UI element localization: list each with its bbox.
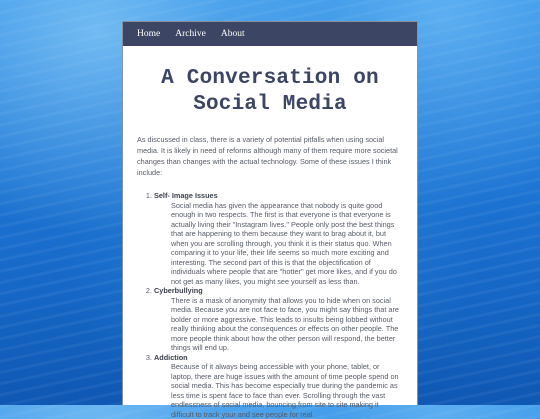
article-content xyxy=(123,66,417,419)
nav-link-archive[interactable]: Archive xyxy=(175,29,206,39)
issue-title: 2. Cyberbullying xyxy=(154,286,403,296)
list-item xyxy=(154,191,403,286)
nav-link-home[interactable]: Home xyxy=(137,29,160,39)
page-title xyxy=(137,66,403,118)
issue-title: 1. Self- Image Issues xyxy=(154,191,403,201)
page-title-line-1: A Conversation on xyxy=(161,67,379,90)
issue-body: There is a mask of anonymity that allows you to hide when on social media. Because you are not face to face, you might say things that are bolder or more aggressive. This leads to insults being lobbed without really thinking about the consequences or effects on other people. The more people think about how the other person will respond, the better things will end up. xyxy=(154,296,403,353)
intro-paragraph: As discussed in class, there is a variety of potential pitfalls when using social media. It is likely in need of reforms although many of them require more societal changes than changes with the actual technology. Some of these issues I think include: xyxy=(137,134,403,178)
issue-body: Because of it always being accessible with your phone, tablet, or laptop, there are huge issues with the amount of time people spend on social media. This has become especially true during the pandemic as less time is spent face to face than ever. Scrolling through the vast endlessness of social media, bouncing from site to site making it difficult to track your and see people for real. xyxy=(154,362,403,419)
nav-link-about[interactable]: About xyxy=(221,29,245,39)
list-item xyxy=(154,286,403,353)
page-title-line-2: Social Media xyxy=(193,93,347,116)
top-navigation xyxy=(123,22,417,46)
issue-title: 3. Addiction xyxy=(154,353,403,363)
list-item xyxy=(154,353,403,419)
issue-body: Social media has given the appearance that nobody is quite good enough in two respects. The first is that everyone is that everyone is actually living their "Instagram lives." People only post the best things that are happening to them because they want to brag about it, but when you are scrolling through, you think it is their status quo. When comparing it to your life, their life seems so much more exciting and interesting. The second part of this is that the objectification of individuals where people that are "hotter" get more likes, and if you do not get as many likes, you might see yourself as less than. xyxy=(154,201,403,287)
page-container xyxy=(122,21,418,405)
issues-list xyxy=(137,191,403,419)
